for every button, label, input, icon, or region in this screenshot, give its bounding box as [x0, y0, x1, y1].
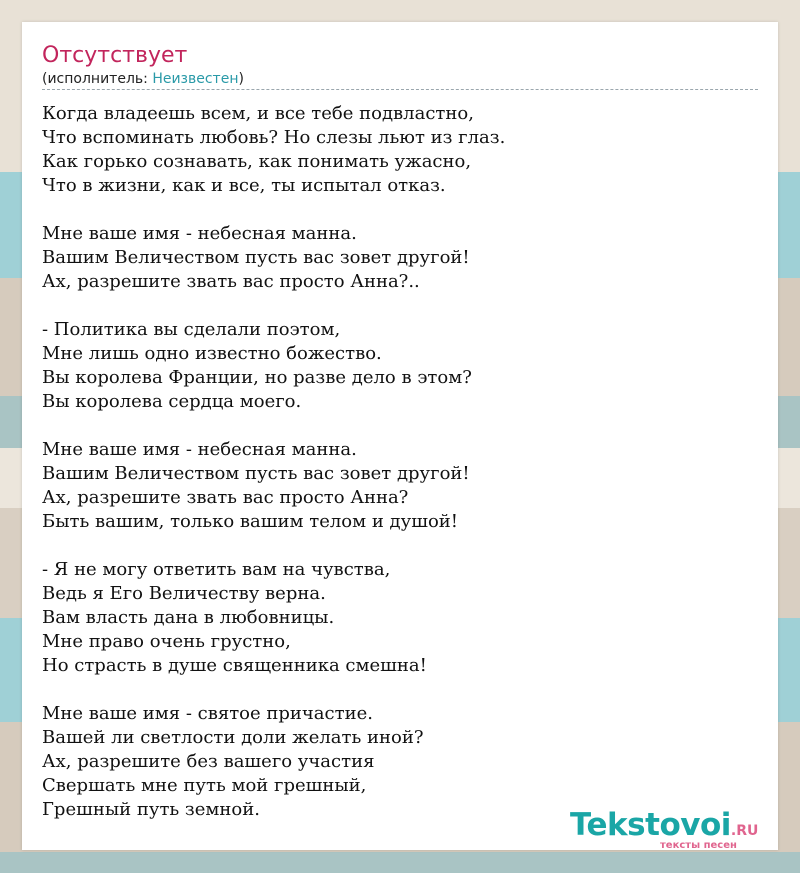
stanza [42, 702, 758, 822]
lyric-line: Когда владеешь всем, и все тебе подвластно, [42, 103, 474, 124]
logo-name: Tekstovoi [570, 807, 731, 843]
stanza [42, 438, 758, 534]
lyric-line: Свершать мне путь мой грешный, [42, 775, 367, 796]
logo-tld: .RU [730, 823, 759, 839]
song-title: Отсутствует [42, 43, 188, 68]
lyric-line: Быть вашим, только вашим телом и душой! [42, 511, 459, 532]
lyric-line: Вам власть дана в любовницы. [42, 607, 335, 628]
lyric-line: Как горько сознавать, как понимать ужасно, [42, 151, 472, 172]
lyric-line: Ах, разрешите без вашего участия [42, 751, 375, 772]
stanza [42, 102, 758, 198]
stanza [42, 222, 758, 294]
artist-line [42, 70, 244, 88]
lyric-line: Что вспоминать любовь? Но слезы льют из глаз. [42, 127, 506, 148]
artist-prefix: (исполнитель: [42, 71, 153, 87]
stanza [42, 558, 758, 678]
lyric-line: Мне право очень грустно, [42, 631, 291, 652]
stanza [42, 318, 758, 414]
lyric-line: Что в жизни, как и все, ты испытал отказ. [42, 175, 446, 196]
lyric-line: Мне ваше имя - небесная манна. [42, 223, 357, 244]
lyric-line: Мне лишь одно известно божество. [42, 343, 382, 364]
site-logo[interactable] [570, 807, 759, 851]
title-divider [42, 89, 758, 90]
lyric-line: Но страсть в душе священника смешна! [42, 655, 427, 676]
lyric-line: Вы королева Франции, но разве дело в этом? [42, 367, 472, 388]
lyric-line: Ведь я Его Величеству верна. [42, 583, 326, 604]
lyric-line: Вашей ли светлости доли желать иной? [42, 727, 424, 748]
artist-link[interactable]: Неизвестен [152, 71, 239, 87]
lyrics-card [22, 22, 778, 850]
logo-tagline: тексты песен [660, 840, 737, 851]
lyric-line: Грешный путь земной. [42, 799, 260, 820]
lyric-line: Вашим Величеством пусть вас зовет другой! [42, 247, 470, 268]
lyrics-text [42, 102, 758, 846]
lyric-line: Ах, разрешите звать вас просто Анна? [42, 487, 409, 508]
lyric-line: - Политика вы сделали поэтом, [42, 319, 341, 340]
lyric-line: Мне ваше имя - небесная манна. [42, 439, 357, 460]
lyric-line: Вашим Величеством пусть вас зовет другой! [42, 463, 470, 484]
lyric-line: Вы королева сердца моего. [42, 391, 302, 412]
lyric-line: - Я не могу ответить вам на чувства, [42, 559, 391, 580]
lyric-line: Ах, разрешите звать вас просто Анна?.. [42, 271, 420, 292]
lyric-line: Мне ваше имя - святое причастие. [42, 703, 373, 724]
artist-suffix: ) [238, 71, 244, 87]
